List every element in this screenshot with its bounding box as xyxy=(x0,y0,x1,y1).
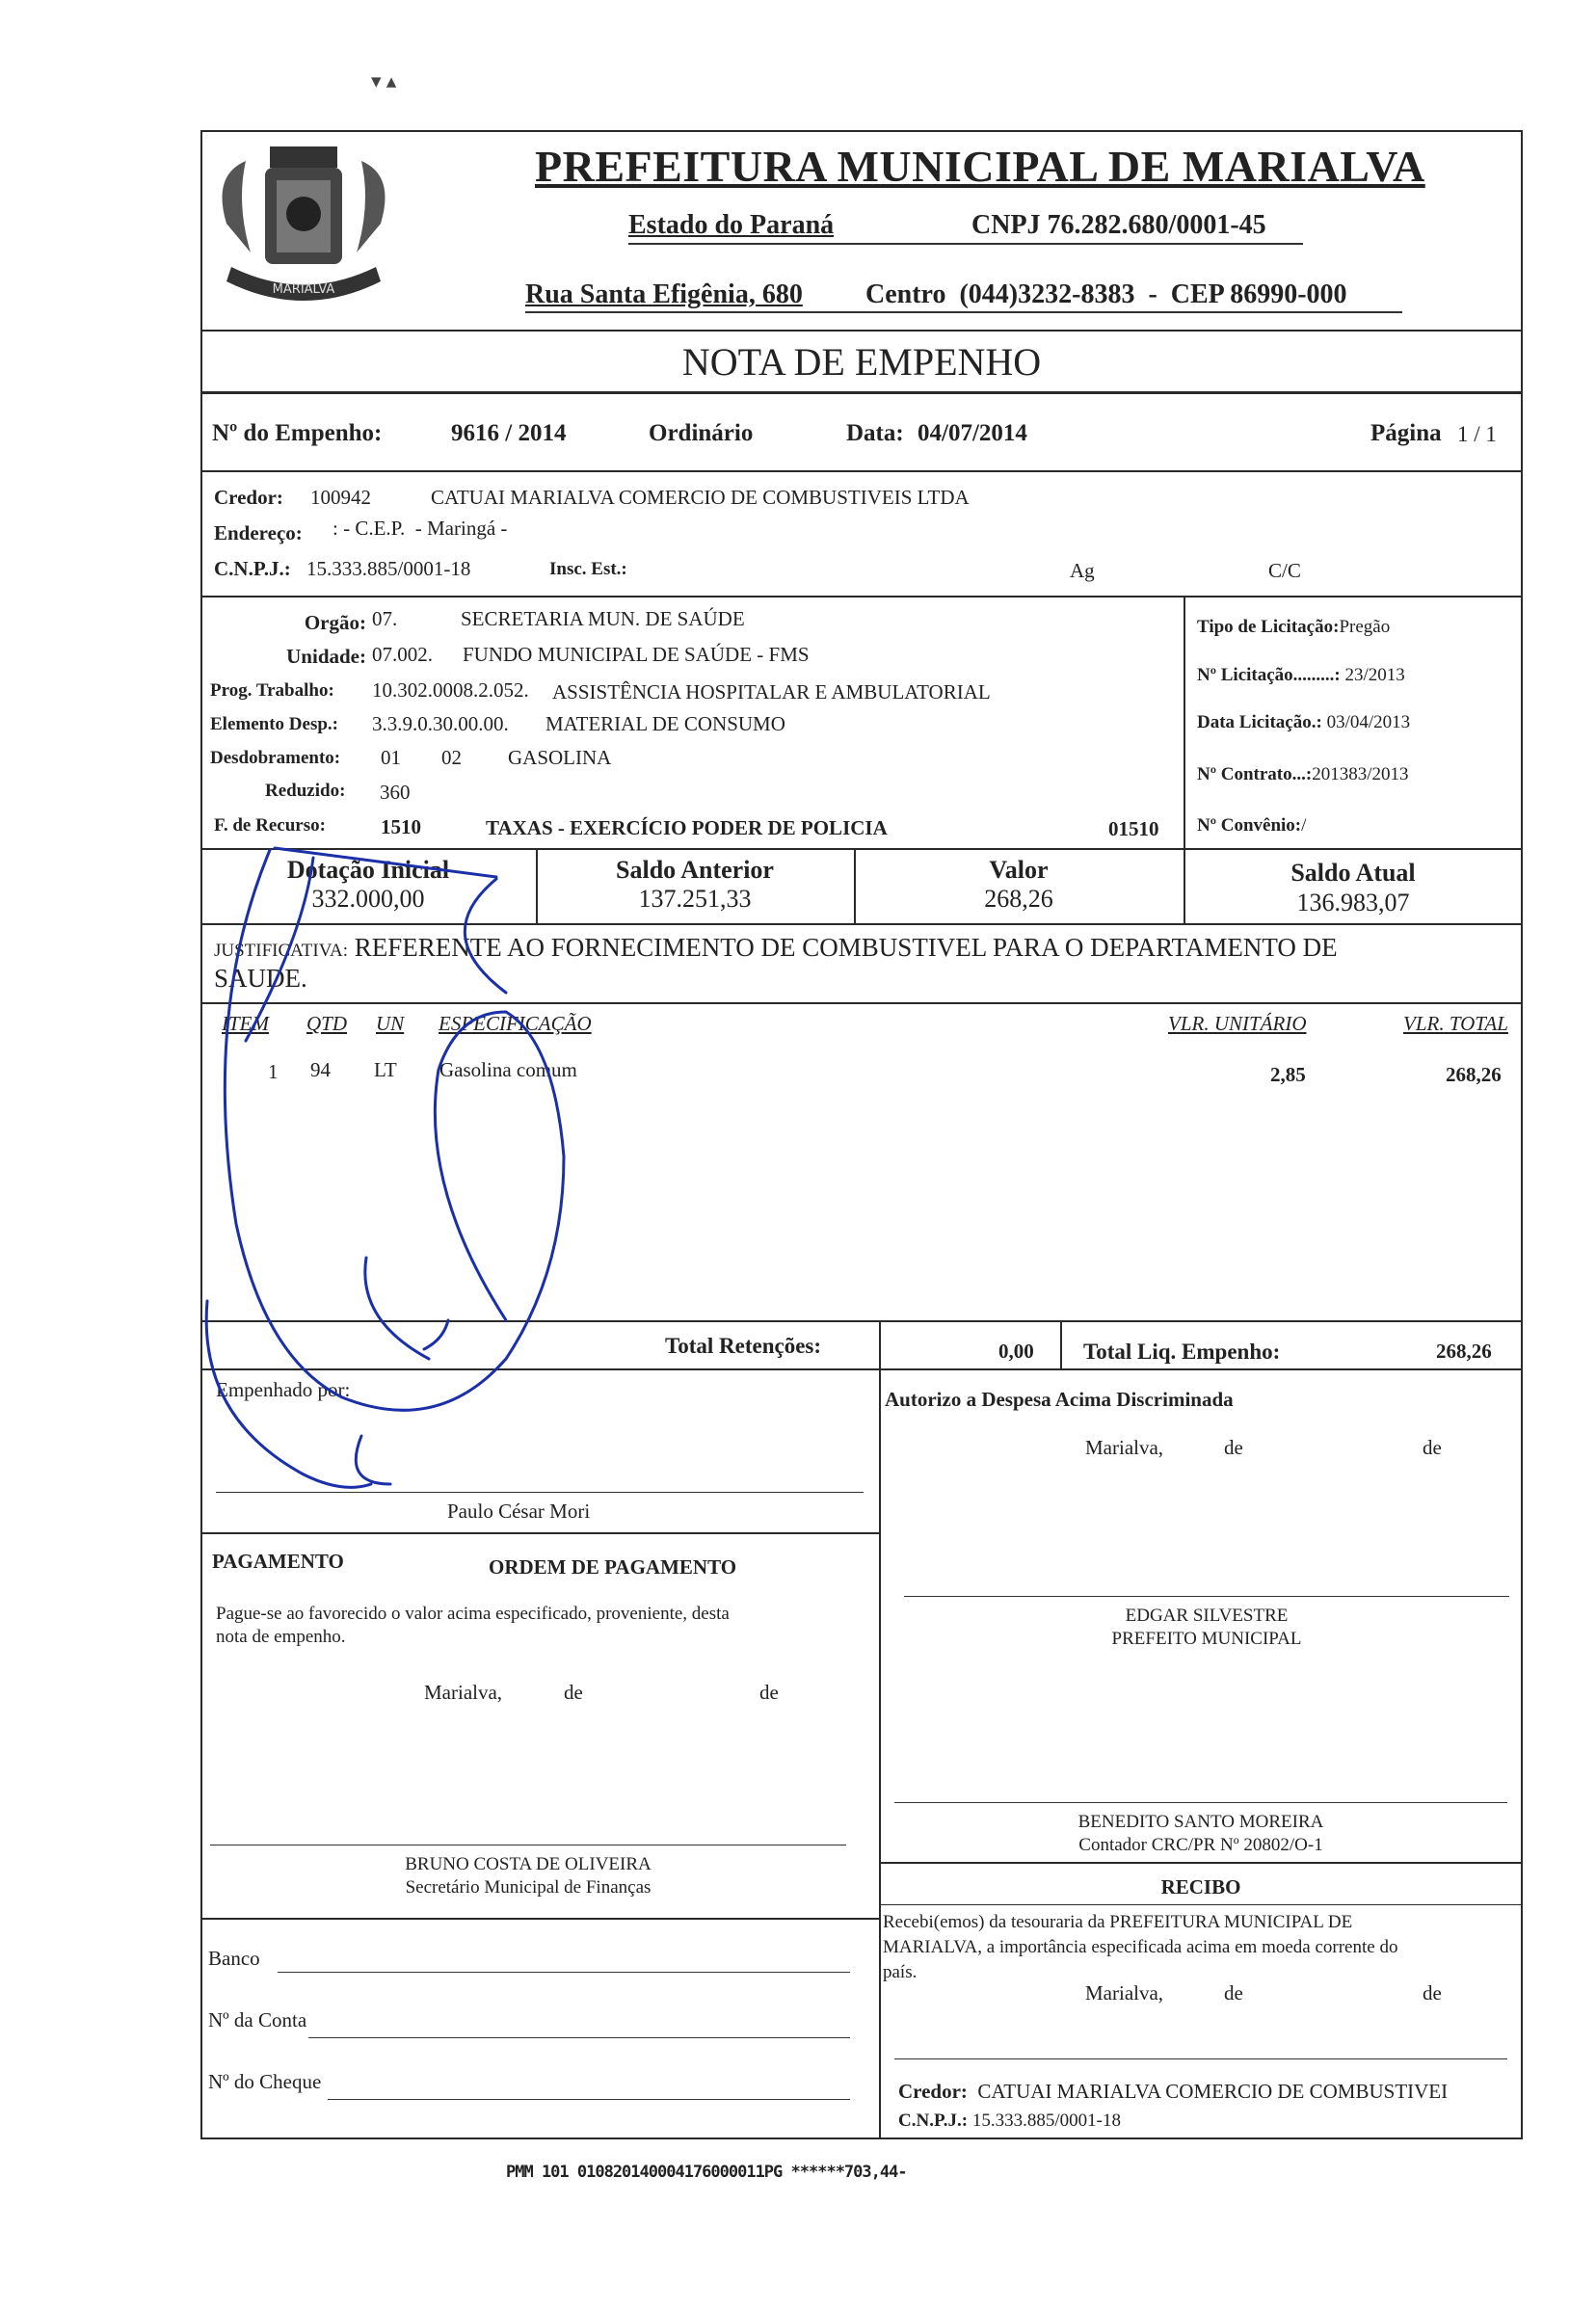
street-address: Rua Santa Efigênia, 680 xyxy=(525,279,803,309)
resource-code: 1510 xyxy=(381,815,421,838)
creditor-name: CATUAI MARIALVA COMERCIO DE COMBUSTIVEIS LTDA xyxy=(431,486,970,509)
mayor-name: EDGAR SILVESTRE xyxy=(1125,1606,1289,1626)
withholdings-label: Total Retenções: xyxy=(665,1334,822,1358)
orgao-label: Orgão: xyxy=(304,611,366,634)
city-hall-title: PREFEITURA MUNICIPAL DE MARIALVA xyxy=(535,142,1425,191)
handwritten-signature-ink xyxy=(188,819,728,1499)
place-3: Marialva, xyxy=(1085,1981,1164,2005)
item-total: 268,26 xyxy=(1446,1063,1502,1086)
receipt-text-1: Recebi(emos) da tesouraria da PREFEITURA MUNICIPAL DE xyxy=(883,1912,1353,1932)
contract-number: Nº Contrato...:201383/2013 xyxy=(1197,764,1409,784)
program-code: 10.302.0008.2.052. xyxy=(372,678,529,702)
unfolding-a: 01 xyxy=(381,746,401,769)
item-unit-price: 2,85 xyxy=(1270,1063,1306,1086)
items-header-unit-price: VLR. UNITÁRIO xyxy=(1168,1012,1307,1035)
item-spec: Gasolina comum xyxy=(439,1058,577,1081)
committed-by-label: Empenhado por: xyxy=(216,1378,351,1401)
item-number: 1 xyxy=(268,1060,279,1083)
secretary-title: Secretário Municipal de Finanças xyxy=(405,1877,652,1898)
document-title: NOTA DE EMPENHO xyxy=(681,340,1042,384)
current-balance-label: Saldo Atual xyxy=(1290,859,1416,887)
place-2: Marialva, xyxy=(424,1681,503,1704)
svg-text:MARIALVA: MARIALVA xyxy=(272,282,335,297)
date-label: Data: xyxy=(846,420,904,446)
element-label: Elemento Desp.: xyxy=(210,714,338,734)
receipt-title: RECIBO xyxy=(1160,1875,1241,1898)
previous-balance-label: Saldo Anterior xyxy=(616,856,774,884)
accountant-title: Contador CRC/PR Nº 20802/O-1 xyxy=(1078,1835,1323,1855)
de-2b: de xyxy=(759,1681,779,1704)
bidding-type: Tipo de Licitação:Pregão xyxy=(1197,617,1391,637)
element-name: MATERIAL DE CONSUMO xyxy=(545,712,785,735)
reduced-code: 360 xyxy=(380,781,411,804)
unfolding-b: 02 xyxy=(441,746,462,769)
scan-marks: ▾ ▴ xyxy=(371,69,397,93)
receipt-text-3: país. xyxy=(883,1962,918,1982)
unfolding-name: GASOLINA xyxy=(508,746,612,769)
previous-balance-value: 137.251,33 xyxy=(638,885,752,913)
items-header-spec: ESPECIFICAÇÃO xyxy=(439,1012,592,1035)
program-label: Prog. Trabalho: xyxy=(210,680,334,701)
creditor-label: Credor: xyxy=(214,486,283,509)
bidding-date: Data Licitação.: 03/04/2013 xyxy=(1197,712,1411,732)
state-registration-label: Insc. Est.: xyxy=(549,559,627,579)
unidade-code: 07.002. xyxy=(372,643,433,666)
withholdings-value: 0,00 xyxy=(998,1340,1034,1363)
items-header-qty: QTD xyxy=(306,1012,348,1035)
bank-label: Banco xyxy=(208,1947,260,1970)
current-balance-value: 136.983,07 xyxy=(1296,889,1410,916)
state-name: Estado do Paraná xyxy=(628,210,835,240)
amount-value: 268,26 xyxy=(984,885,1053,913)
initial-allocation-label: Dotação Inicial xyxy=(286,856,450,884)
initial-allocation-value: 332.000,00 xyxy=(311,885,425,913)
de-3b: de xyxy=(1423,1981,1442,2005)
page-label: Página xyxy=(1370,420,1442,446)
payment-order-title: ORDEM DE PAGAMENTO xyxy=(489,1555,737,1579)
agreement-number: Nº Convênio:/ xyxy=(1197,815,1307,836)
document-barcode-line: PMM 101 010820140004176000011PG ******703,44- xyxy=(506,2163,907,2182)
unidade-label: Unidade: xyxy=(286,645,366,668)
receipt-cnpj: C.N.P.J.: 15.333.885/0001-18 xyxy=(898,2111,1121,2131)
justification-line-2: SAUDE. xyxy=(214,964,307,993)
element-code: 3.3.9.0.30.00.00. xyxy=(372,712,509,735)
resource-label: F. de Recurso: xyxy=(214,815,326,836)
mayor-title: PREFEITO MUNICIPAL xyxy=(1111,1629,1302,1649)
orgao-code: 07. xyxy=(372,607,398,630)
program-name: ASSISTÊNCIA HOSPITALAR E AMBULATORIAL xyxy=(552,680,991,704)
bank-account-label: C/C xyxy=(1268,559,1301,582)
empenho-number-label: Nº do Empenho: xyxy=(212,420,383,446)
place-1: Marialva, xyxy=(1085,1436,1164,1459)
items-header-unit: UN xyxy=(376,1012,405,1035)
accountant-name: BENEDITO SANTO MOREIRA xyxy=(1077,1812,1324,1832)
city-cnpj: CNPJ 76.282.680/0001-45 xyxy=(971,210,1266,240)
cnpj-label: C.N.P.J.: xyxy=(214,557,291,580)
authorization-text: Autorizo a Despesa Acima Discriminada xyxy=(885,1388,1234,1411)
creditor-code: 100942 xyxy=(310,486,371,509)
creditor-cnpj: 15.333.885/0001-18 xyxy=(306,557,471,580)
resource-name: TAXAS - EXERCÍCIO PODER DE POLICIA xyxy=(486,816,888,839)
items-header-item: ITEM xyxy=(222,1012,269,1035)
empenho-date: 04/07/2014 xyxy=(918,420,1027,446)
amount-label: Valor xyxy=(989,856,1049,884)
bidding-number: Nº Licitação.........: 23/2013 xyxy=(1197,665,1405,685)
unidade-name: FUNDO MUNICIPAL DE SAÚDE - FMS xyxy=(463,643,810,666)
committed-by-name: Paulo César Mori xyxy=(447,1500,591,1523)
secretary-name: BRUNO COSTA DE OLIVEIRA xyxy=(405,1854,652,1874)
item-qty: 94 xyxy=(310,1058,331,1081)
address-label: Endereço: xyxy=(214,521,303,544)
de-3a: de xyxy=(1224,1981,1243,2005)
de-2a: de xyxy=(564,1681,583,1704)
item-unit: LT xyxy=(374,1058,397,1081)
reduced-label: Reduzido: xyxy=(265,781,346,801)
empenho-type: Ordinário xyxy=(649,420,754,446)
creditor-address: : - C.E.P. - Maringá - xyxy=(332,517,508,540)
bank-agency-label: Ag xyxy=(1070,559,1095,582)
net-total-label: Total Liq. Empenho: xyxy=(1083,1340,1281,1364)
orgao-name: SECRETARIA MUN. DE SAÚDE xyxy=(461,607,745,630)
unfolding-label: Desdobramento: xyxy=(210,748,341,768)
de-1a: de xyxy=(1224,1436,1243,1459)
municipal-crest-logo xyxy=(207,137,400,325)
receipt-text-2: MARIALVA, a importância especificada acima em moeda corrente do xyxy=(883,1937,1398,1957)
empenho-number: 9616 / 2014 xyxy=(451,420,567,446)
check-number-label: Nº do Cheque xyxy=(208,2070,322,2093)
account-number-label: Nº da Conta xyxy=(208,2008,307,2031)
justification-line-1: JUSTIFICATIVA: REFERENTE AO FORNECIMENTO DE COMBUSTIVEL PARA O DEPARTAMENTO DE xyxy=(214,933,1338,962)
net-total-value: 268,26 xyxy=(1436,1340,1492,1363)
district-phone-cep: Centro (044)3232-8383 - CEP 86990-000 xyxy=(865,279,1347,309)
de-1b: de xyxy=(1423,1436,1442,1459)
payment-text-2: nota de empenho. xyxy=(216,1627,346,1647)
page-number: 1 / 1 xyxy=(1457,422,1497,446)
payment-label: PAGAMENTO xyxy=(212,1550,344,1573)
receipt-creditor: Credor: CATUAI MARIALVA COMERCIO DE COMBUSTIVEI xyxy=(898,2080,1449,2103)
items-header-total: VLR. TOTAL xyxy=(1403,1012,1508,1035)
payment-text-1: Pague-se ao favorecido o valor acima especificado, proveniente, desta xyxy=(216,1604,730,1624)
resource-code-2: 01510 xyxy=(1108,817,1159,840)
